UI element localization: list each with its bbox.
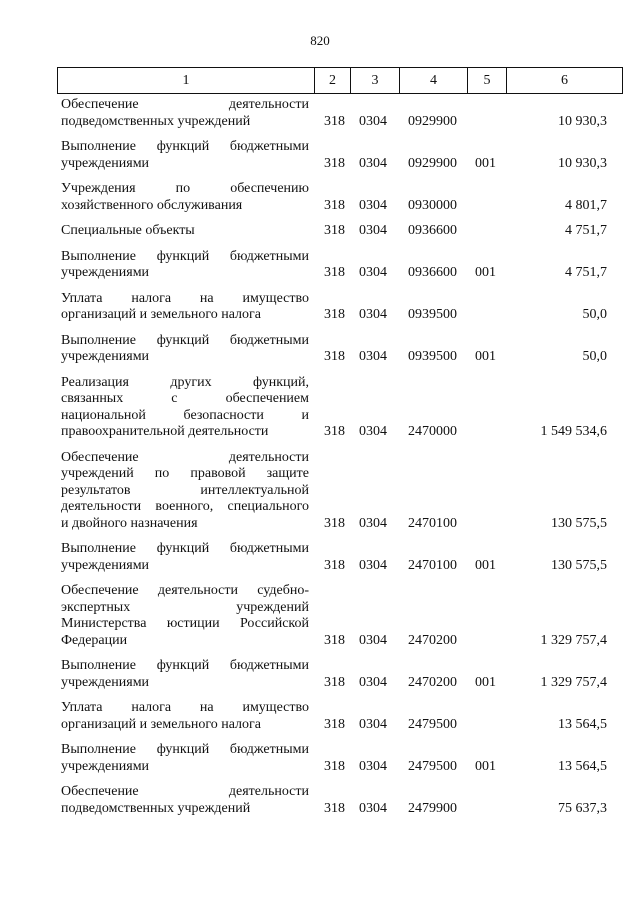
table-row xyxy=(61,181,617,214)
section-code: 0304 xyxy=(359,758,387,774)
row-description xyxy=(61,249,309,282)
column-header-row xyxy=(58,68,623,94)
ministry-code: 318 xyxy=(324,758,345,774)
ministry-code: 318 xyxy=(324,265,345,280)
description-line: организаций и земельного налога xyxy=(61,716,261,732)
table-row xyxy=(61,375,617,441)
description-line: результатов интеллектуальной xyxy=(61,482,309,498)
section-code: 0304 xyxy=(359,307,387,322)
column-header-4: 4 xyxy=(400,68,468,94)
description-line: учреждений по правовой защите xyxy=(61,466,309,481)
table-row xyxy=(61,658,617,691)
description-line: Выполнение функций бюджетными xyxy=(61,139,309,154)
description-line: хозяйственного обслуживания xyxy=(61,197,243,213)
description-line: Учреждения по обеспечению xyxy=(61,181,309,196)
section-code: 0304 xyxy=(359,716,387,732)
budget-table-body xyxy=(61,97,617,826)
row-description xyxy=(61,291,309,324)
row-description xyxy=(61,700,309,733)
table-row xyxy=(61,450,617,533)
ministry-code: 318 xyxy=(324,307,345,322)
description-line: Обеспечение деятельности xyxy=(61,449,309,465)
target-article-code: 0936600 xyxy=(408,223,457,238)
table-row xyxy=(61,583,617,649)
target-article-code: 0929900 xyxy=(408,155,457,171)
section-code: 0304 xyxy=(359,113,387,129)
section-code: 0304 xyxy=(359,424,387,439)
ministry-code: 318 xyxy=(324,674,345,690)
table-row xyxy=(61,333,617,366)
row-description xyxy=(61,583,309,649)
row-description xyxy=(61,139,309,172)
table-row xyxy=(61,541,617,574)
section-code: 0304 xyxy=(359,557,387,573)
section-code: 0304 xyxy=(359,515,387,531)
row-description xyxy=(61,375,309,441)
target-article-code: 2470200 xyxy=(408,632,457,648)
amount: 1 329 757,4 xyxy=(540,674,607,690)
amount: 1 549 534,6 xyxy=(540,424,607,439)
section-code: 0304 xyxy=(359,674,387,690)
row-description xyxy=(61,181,309,214)
description-line: учреждениями xyxy=(61,349,150,364)
description-line: Специальные объекты xyxy=(61,223,195,238)
section-code: 0304 xyxy=(359,632,387,648)
description-line: Выполнение функций бюджетными xyxy=(61,658,309,673)
description-line: национальной безопасности и xyxy=(61,407,309,423)
target-article-code: 0929900 xyxy=(408,113,457,129)
description-line: учреждениями xyxy=(61,674,150,690)
description-line: Реализация других функций, xyxy=(61,374,309,390)
target-article-code: 2470100 xyxy=(408,557,457,573)
expense-type-code: 001 xyxy=(475,557,496,573)
ministry-code: 318 xyxy=(324,197,345,213)
description-line: учреждениями xyxy=(61,557,150,573)
amount: 13 564,5 xyxy=(558,758,607,774)
target-article-code: 0930000 xyxy=(408,197,457,213)
ministry-code: 318 xyxy=(324,632,345,648)
description-line: учреждениями xyxy=(61,758,150,774)
column-header-table xyxy=(57,67,623,94)
row-description xyxy=(61,541,309,574)
description-line: подведомственных учреждений xyxy=(61,113,251,129)
page-number: 820 xyxy=(310,33,330,48)
table-row xyxy=(61,139,617,172)
ministry-code: 318 xyxy=(324,716,345,732)
row-description xyxy=(61,97,309,130)
section-code: 0304 xyxy=(359,800,387,816)
target-article-code: 2470100 xyxy=(408,515,457,531)
amount: 4 751,7 xyxy=(565,223,607,238)
description-line: Министерства юстиции Российской xyxy=(61,616,309,631)
column-header-3: 3 xyxy=(351,68,400,94)
section-code: 0304 xyxy=(359,155,387,171)
description-line: Выполнение функций бюджетными xyxy=(61,248,309,264)
table-row xyxy=(61,97,617,130)
amount: 1 329 757,4 xyxy=(540,632,607,648)
column-header-5: 5 xyxy=(468,68,507,94)
row-description xyxy=(61,784,309,817)
ministry-code: 318 xyxy=(324,515,345,531)
ministry-code: 318 xyxy=(324,223,345,238)
description-line: связанных с обеспечением xyxy=(61,391,309,406)
table-row xyxy=(61,249,617,282)
ministry-code: 318 xyxy=(324,349,345,364)
target-article-code: 0936600 xyxy=(408,265,457,280)
section-code: 0304 xyxy=(359,197,387,213)
amount: 13 564,5 xyxy=(558,716,607,732)
target-article-code: 2470200 xyxy=(408,674,457,690)
description-line: Обеспечение деятельности xyxy=(61,97,309,112)
expense-type-code: 001 xyxy=(475,349,496,364)
target-article-code: 0939500 xyxy=(408,307,457,322)
amount: 50,0 xyxy=(582,349,607,364)
column-header-2: 2 xyxy=(315,68,351,94)
amount: 75 637,3 xyxy=(558,800,607,816)
target-article-code: 0939500 xyxy=(408,349,457,364)
description-line: Обеспечение деятельности судебно- xyxy=(61,583,309,598)
row-description xyxy=(61,450,309,533)
target-article-code: 2479900 xyxy=(408,800,457,816)
amount: 10 930,3 xyxy=(558,113,607,129)
ministry-code: 318 xyxy=(324,113,345,129)
amount: 4 751,7 xyxy=(565,265,607,280)
expense-type-code: 001 xyxy=(475,265,496,280)
expense-type-code: 001 xyxy=(475,674,496,690)
ministry-code: 318 xyxy=(324,800,345,816)
table-row xyxy=(61,291,617,324)
table-row xyxy=(61,742,617,775)
target-article-code: 2479500 xyxy=(408,758,457,774)
description-line: Обеспечение деятельности xyxy=(61,784,309,799)
description-line: учреждениями xyxy=(61,155,150,171)
description-line: Уплата налога на имущество xyxy=(61,290,309,306)
amount: 4 801,7 xyxy=(565,197,607,213)
column-header-1: 1 xyxy=(58,68,315,94)
target-article-code: 2470000 xyxy=(408,424,457,439)
description-line: экспертных учреждений xyxy=(61,599,309,615)
expense-type-code: 001 xyxy=(475,155,496,171)
description-line: организаций и земельного налога xyxy=(61,307,261,322)
description-line: учреждениями xyxy=(61,265,150,280)
expense-type-code: 001 xyxy=(475,758,496,774)
section-code: 0304 xyxy=(359,223,387,238)
description-line: и двойного назначения xyxy=(61,515,198,531)
description-line: Уплата налога на имущество xyxy=(61,700,309,715)
table-row xyxy=(61,223,617,240)
description-line: деятельности военного, специального xyxy=(61,499,309,514)
description-line: Выполнение функций бюджетными xyxy=(61,742,309,757)
description-line: правоохранительной деятельности xyxy=(61,424,269,439)
row-description xyxy=(61,333,309,366)
description-line: Федерации xyxy=(61,632,128,648)
ministry-code: 318 xyxy=(324,424,345,439)
amount: 50,0 xyxy=(582,307,607,322)
section-code: 0304 xyxy=(359,349,387,364)
amount: 10 930,3 xyxy=(558,155,607,171)
amount: 130 575,5 xyxy=(551,557,607,573)
description-line: Выполнение функций бюджетными xyxy=(61,541,309,556)
amount: 130 575,5 xyxy=(551,515,607,531)
row-description xyxy=(61,742,309,775)
section-code: 0304 xyxy=(359,265,387,280)
column-header-6: 6 xyxy=(507,68,623,94)
table-row xyxy=(61,784,617,817)
description-line: подведомственных учреждений xyxy=(61,800,251,816)
ministry-code: 318 xyxy=(324,155,345,171)
row-description xyxy=(61,223,309,240)
row-description xyxy=(61,658,309,691)
target-article-code: 2479500 xyxy=(408,716,457,732)
description-line: Выполнение функций бюджетными xyxy=(61,332,309,348)
ministry-code: 318 xyxy=(324,557,345,573)
table-row xyxy=(61,700,617,733)
